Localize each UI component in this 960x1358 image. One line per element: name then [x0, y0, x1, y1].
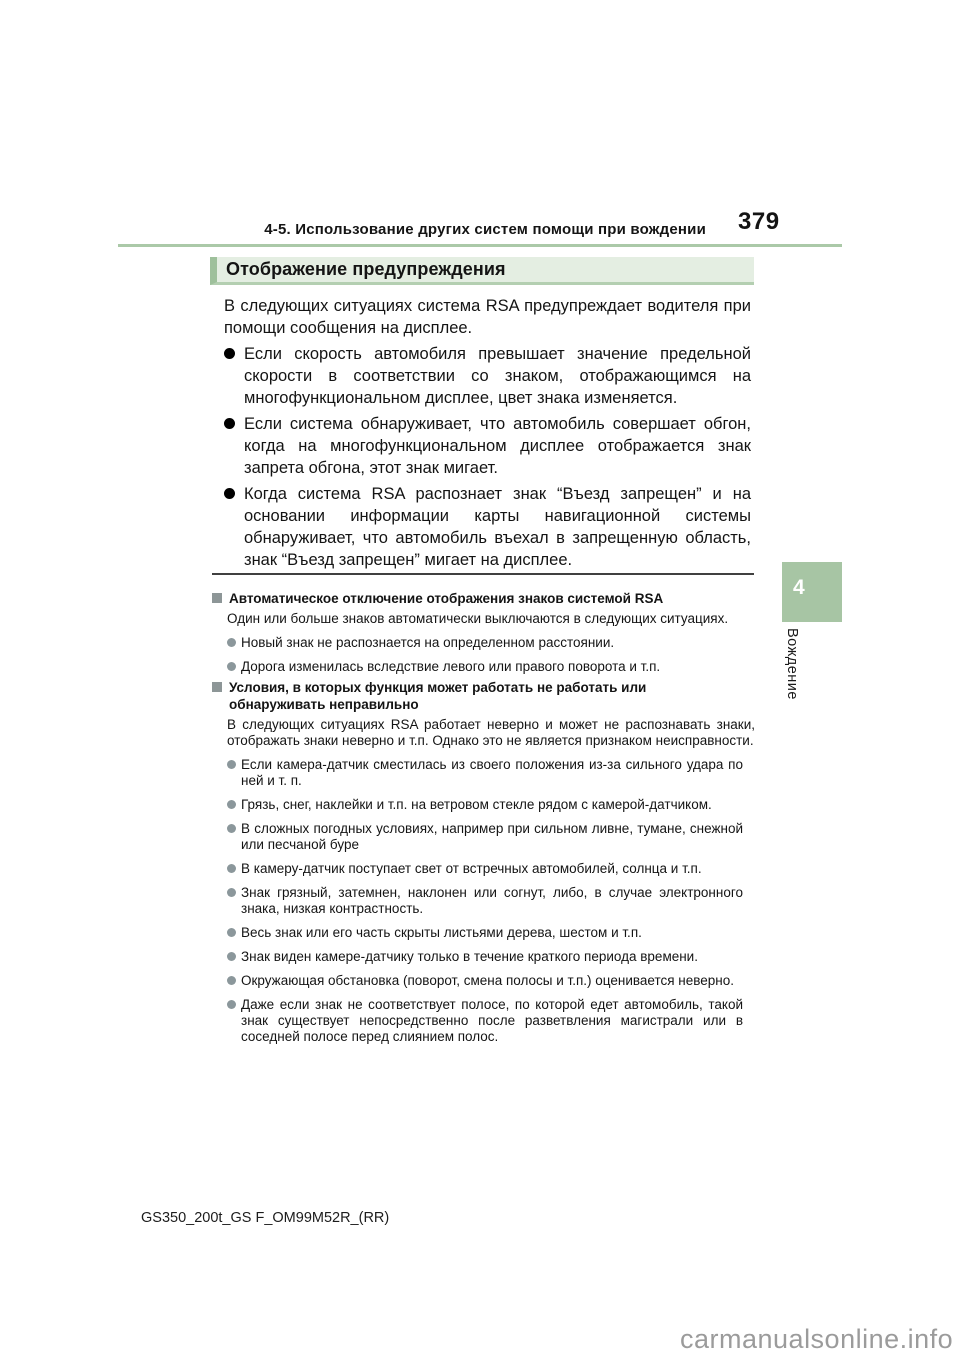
sub-bullet-text: Знак грязный, затемнен, наклонен или согнут, либо, в случае электронного знака, низкая контрастность. [241, 885, 743, 916]
chapter-label-vertical: Вождение [784, 628, 800, 700]
sub-bullet-icon [227, 928, 236, 937]
sub-bullet-text: Окружающая обстановка (поворот, смена полосы и т.п.) оценивается неверно. [241, 973, 735, 988]
sub-bullet-item [227, 949, 743, 965]
footer-doc-code: GS350_200t_GS F_OM99M52R_(RR) [141, 1210, 390, 1226]
sub-bullet-text: В сложных погодных условиях, например при сильном ливне, тумане, снежной или песчаной буре [241, 821, 743, 852]
header-rule [118, 244, 842, 247]
sub-bullet-icon [227, 976, 236, 985]
subsection-bullet-list [227, 635, 754, 675]
subsection-auto-off [212, 590, 754, 675]
sub-bullet-text: Грязь, снег, наклейки и т.п. на ветровом стекле рядом с камерой-датчиком. [241, 797, 712, 812]
chapter-number: 4 [793, 576, 805, 599]
sub-bullet-item [227, 997, 743, 1045]
sub-bullet-text: Новый знак не распознается на определенном расстоянии. [241, 635, 615, 650]
section-intro: В следующих ситуациях система RSA предупреждает водителя при помощи сообщения на дисплее. [224, 297, 751, 337]
sub-bullet-icon [227, 800, 236, 809]
bullet-icon [224, 418, 235, 429]
chapter-tab [782, 562, 842, 622]
bullet-item [224, 343, 751, 409]
sub-bullet-item [227, 797, 743, 813]
subsection-conditions [212, 679, 754, 1045]
subsection-heading-text: Автоматическое отключение отображения знаков системой RSA [229, 591, 664, 606]
sub-bullet-icon [227, 864, 236, 873]
header-section-title: 4-5. Использование других систем помощи при вождении [264, 221, 706, 238]
square-marker-icon [212, 593, 222, 603]
bullet-text: Когда система RSA распознает знак “Въезд запрещен” и на основании информации карты навигационной системы обнаруживает, что автомобиль въехал в запрещенную область, знак “Въезд запрещен” мигает на дисплее. [244, 485, 751, 569]
sub-bullet-icon [227, 638, 236, 647]
sub-bullet-item [227, 973, 743, 989]
bullet-item [224, 483, 751, 571]
sub-bullet-item [227, 861, 743, 877]
section-body [224, 295, 751, 571]
sub-bullet-item [227, 757, 743, 789]
subsection-bullet-list [227, 757, 754, 1045]
sub-bullet-item [227, 635, 743, 651]
sub-bullet-icon [227, 662, 236, 671]
section-divider [212, 573, 754, 575]
subsection-heading-text: Условия, в которых функция может работать не работать или обнаруживать неправильно [229, 680, 647, 712]
sub-bullet-item [227, 925, 743, 941]
sub-bullet-icon [227, 824, 236, 833]
bullet-text: Если скорость автомобиля превышает значение предельной скорости в соответствии со знаком, отображающимся на многофункциональном дисплее, цвет знака изменяется. [244, 345, 751, 407]
sub-bullet-item [227, 885, 743, 917]
subsection-intro: Один или больше знаков автоматически выключаются в следующих ситуациях. [227, 611, 729, 626]
sub-bullet-icon [227, 760, 236, 769]
bullet-text: Если система обнаруживает, что автомобиль совершает обгон, когда на многофункциональном дисплее отображается знак запрета обгона, этот знак мигает. [244, 415, 751, 477]
sub-bullet-text: Знак виден камере-датчику только в течение краткого периода времени. [241, 949, 698, 964]
square-marker-icon [212, 682, 222, 692]
subsection-intro: В следующих ситуациях RSA работает неверно и может не распознавать знаки, отображать знаки неверно и т.п. Однако это не является признаком неисправности. [227, 717, 755, 748]
bullet-icon [224, 348, 235, 359]
subsection-heading [212, 679, 744, 713]
sub-bullet-icon [227, 1000, 236, 1009]
sub-bullet-text: В камеру-датчик поступает свет от встречных автомобилей, солнца и т.п. [241, 861, 702, 876]
sub-bullet-icon [227, 888, 236, 897]
section-title-bar [210, 257, 754, 285]
page-number: 379 [738, 208, 780, 235]
bullet-item [224, 413, 751, 479]
content-column [210, 257, 754, 1045]
sub-bullet-text: Дорога изменилась вследствие левого или правого поворота и т.п. [241, 659, 661, 674]
sub-bullet-item [227, 659, 743, 675]
sub-bullet-text: Если камера-датчик сместилась из своего положения из-за сильного удара по ней и т. п. [241, 757, 743, 788]
sub-bullet-text: Даже если знак не соответствует полосе, по которой едет автомобиль, такой знак существует непосредственно после разветвления магистрали или в соседней полосе перед слиянием полос. [241, 997, 743, 1044]
watermark-text: carmanualsonline.info [680, 1324, 954, 1354]
sub-bullet-icon [227, 952, 236, 961]
subsection-heading [212, 590, 744, 607]
section-title: Отображение предупреждения [226, 259, 506, 279]
sub-bullet-item [227, 821, 743, 853]
bullet-icon [224, 488, 235, 499]
sub-bullet-text: Весь знак или его часть скрыты листьями дерева, шестом и т.п. [241, 925, 642, 940]
